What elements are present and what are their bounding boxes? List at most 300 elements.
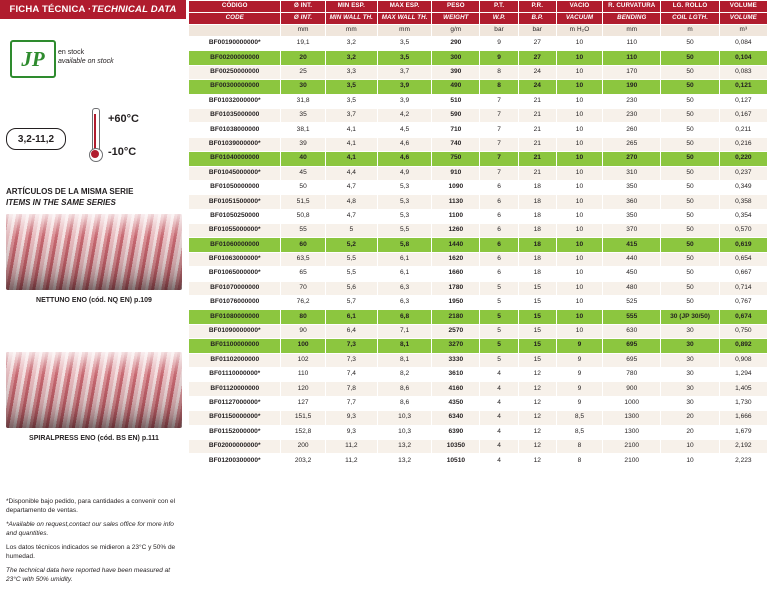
table-row[interactable] (189, 252, 768, 266)
cell-value: 152,8 (281, 425, 325, 439)
col-header-es-4: PESO (432, 1, 480, 13)
cell-value: 30 (JP 30/50) (661, 310, 719, 324)
cell-value: 18 (518, 224, 556, 238)
cell-value: 780 (603, 367, 661, 381)
cell-value: 4 (480, 454, 518, 468)
cell-value: 390 (432, 65, 480, 79)
cell-value: 3,9 (377, 80, 431, 94)
cell-value: 27 (518, 51, 556, 65)
table-row[interactable] (189, 439, 768, 453)
cell-value: 8,5 (556, 411, 602, 425)
table-body (189, 37, 768, 469)
cell-value: 6 (480, 224, 518, 238)
cell-value: 0,354 (719, 209, 767, 223)
cell-value: 230 (603, 108, 661, 122)
cell-value: 6 (480, 195, 518, 209)
cell-value: 10 (556, 209, 602, 223)
table-row[interactable] (189, 367, 768, 381)
cell-code: BF01051500000* (189, 195, 281, 209)
cell-value: 4350 (432, 396, 480, 410)
col-header-en-10: VOLUME (719, 13, 767, 25)
table-row[interactable] (189, 267, 768, 281)
footnote-measurement-es: Los datos técnicos indicados se midieron a 23°C y 50% de humedad. (6, 543, 176, 560)
table-header (189, 1, 768, 37)
cell-value: 15 (518, 281, 556, 295)
cell-value: 12 (518, 411, 556, 425)
cell-value: 10 (556, 238, 602, 252)
cell-code: BF01102000000 (189, 353, 281, 367)
cell-value: 7,3 (325, 353, 377, 367)
cell-value: 8,6 (377, 382, 431, 396)
cell-value: 50 (661, 267, 719, 281)
col-header-es-6: P.R. (518, 1, 556, 13)
col-header-es-10: VOLUME (719, 1, 767, 13)
table-row[interactable] (189, 353, 768, 367)
cell-value: 555 (603, 310, 661, 324)
cell-value: 18 (518, 209, 556, 223)
col-units-10: m³ (719, 25, 767, 37)
cell-value: 50 (281, 180, 325, 194)
col-header-es-9: LG. ROLLO (661, 1, 719, 13)
cell-value: 65 (281, 267, 325, 281)
technical-data-title-bar (0, 0, 186, 19)
col-header-en-9: COIL LGTH. (661, 13, 719, 25)
cell-value: 4,9 (377, 166, 431, 180)
cell-value: 10 (556, 296, 602, 310)
cell-value: 20 (281, 51, 325, 65)
cell-code: BF01045000000* (189, 166, 281, 180)
cell-value: 50 (661, 195, 719, 209)
cell-value: 310 (603, 166, 661, 180)
cell-value: 10 (556, 108, 602, 122)
cell-value: 3270 (432, 339, 480, 353)
cell-value: 3,5 (377, 37, 431, 51)
cell-value: 4,7 (325, 180, 377, 194)
cell-value: 0,358 (719, 195, 767, 209)
cell-value: 30 (661, 339, 719, 353)
cell-value: 7 (480, 152, 518, 166)
table-row[interactable] (189, 310, 768, 324)
cell-value: 3,2 (325, 51, 377, 65)
cell-value: 0,750 (719, 324, 767, 338)
col-header-en-5: W.P. (480, 13, 518, 25)
cell-value: 5,7 (325, 296, 377, 310)
cell-value: 18 (518, 180, 556, 194)
cell-value: 18 (518, 267, 556, 281)
cell-value: 12 (518, 396, 556, 410)
cell-value: 11,2 (325, 439, 377, 453)
cell-code: BF00300000000 (189, 80, 281, 94)
table-row[interactable] (189, 425, 768, 439)
table-row[interactable] (189, 324, 768, 338)
cell-value: 4 (480, 367, 518, 381)
jp-logo-text: JP (21, 46, 45, 71)
cell-value: 25 (281, 65, 325, 79)
cell-value: 695 (603, 339, 661, 353)
cell-value: 0,674 (719, 310, 767, 324)
cell-value: 5,3 (377, 195, 431, 209)
cell-value: 5 (480, 339, 518, 353)
cell-value: 0,667 (719, 267, 767, 281)
table-row[interactable] (189, 37, 768, 51)
cell-value: 0,083 (719, 65, 767, 79)
table-header-row-en (189, 13, 768, 25)
cell-value: 15 (518, 296, 556, 310)
cell-value: 5,2 (325, 238, 377, 252)
cell-value: 8,2 (377, 367, 431, 381)
cell-value: 6,3 (377, 281, 431, 295)
cell-code: BF01070000000 (189, 281, 281, 295)
cell-value: 40 (281, 152, 325, 166)
cell-value: 10 (556, 65, 602, 79)
cell-value: 265 (603, 137, 661, 151)
cell-value: 0,211 (719, 123, 767, 137)
cell-value: 630 (603, 324, 661, 338)
cell-value: 7,4 (325, 367, 377, 381)
cell-value: 200 (281, 439, 325, 453)
cell-value: 6 (480, 238, 518, 252)
col-units-0 (189, 25, 281, 37)
col-units-7: m H₂O (556, 25, 602, 37)
series-heading (6, 186, 184, 208)
cell-value: 9,3 (325, 411, 377, 425)
cell-value: 4 (480, 396, 518, 410)
cell-value: 9 (556, 339, 602, 353)
col-units-3: mm (377, 25, 431, 37)
col-header-es-7: VACIO (556, 1, 602, 13)
cell-value: 4,2 (377, 108, 431, 122)
cell-code: BF01152000000* (189, 425, 281, 439)
table-row[interactable] (189, 411, 768, 425)
footnote-availability-en: *Available on request,contact our sales office for more info and quantities. (6, 520, 174, 537)
cell-value: 6,8 (377, 310, 431, 324)
cell-value: 10 (556, 252, 602, 266)
cell-value: 1440 (432, 238, 480, 252)
cell-value: 0,104 (719, 51, 767, 65)
cell-value: 3,7 (325, 108, 377, 122)
cell-value: 10 (556, 123, 602, 137)
cell-value: 31,8 (281, 94, 325, 108)
table-row[interactable] (189, 166, 768, 180)
cell-value: 203,2 (281, 454, 325, 468)
cell-value: 270 (603, 152, 661, 166)
cell-value: 480 (603, 281, 661, 295)
cell-value: 350 (603, 180, 661, 194)
cell-value: 50 (661, 296, 719, 310)
cell-value: 8,5 (556, 425, 602, 439)
cell-value: 415 (603, 238, 661, 252)
cell-value: 7,1 (377, 324, 431, 338)
cell-value: 5 (480, 310, 518, 324)
cell-value: 3,2 (325, 37, 377, 51)
cell-value: 50 (661, 80, 719, 94)
cell-value: 4,8 (325, 195, 377, 209)
cell-value: 21 (518, 94, 556, 108)
cell-value: 10,3 (377, 411, 431, 425)
cell-value: 18 (518, 195, 556, 209)
cell-value: 19,1 (281, 37, 325, 51)
cell-code: BF01040000000 (189, 152, 281, 166)
cell-value: 910 (432, 166, 480, 180)
cell-code: BF01065000000* (189, 267, 281, 281)
cell-code: BF01060000000 (189, 238, 281, 252)
cell-code: BF01150000000* (189, 411, 281, 425)
table-row[interactable] (189, 195, 768, 209)
footnote-measurement-en: The technical data here reported have been measured at 23°C with 50% umidity. (6, 566, 171, 583)
cell-value: 8,1 (377, 353, 431, 367)
cell-value: 1660 (432, 267, 480, 281)
table-row[interactable] (189, 224, 768, 238)
hose-caption-nettuno: NETTUNO ENO (cód. NQ EN) p.109 (36, 297, 152, 304)
specifications-table (188, 0, 768, 469)
cell-code: BF01076000000 (189, 296, 281, 310)
cell-value: 1130 (432, 195, 480, 209)
cell-value: 5,5 (325, 252, 377, 266)
cell-value: 7 (480, 137, 518, 151)
cell-value: 9 (556, 382, 602, 396)
cell-value: 6,1 (325, 310, 377, 324)
cell-value: 1,679 (719, 425, 767, 439)
cell-value: 0,714 (719, 281, 767, 295)
cell-value: 18 (518, 252, 556, 266)
cell-value: 6390 (432, 425, 480, 439)
cell-value: 0,654 (719, 252, 767, 266)
cell-value: 1300 (603, 411, 661, 425)
thickness-range-badge (6, 128, 66, 150)
cell-value: 695 (603, 353, 661, 367)
cell-value: 1300 (603, 425, 661, 439)
stock-label-en: available on stock (58, 58, 114, 66)
cell-value: 6,4 (325, 324, 377, 338)
cell-value: 10 (556, 195, 602, 209)
col-units-9: m (661, 25, 719, 37)
cell-value: 21 (518, 123, 556, 137)
cell-value: 4,6 (377, 137, 431, 151)
table-row[interactable] (189, 396, 768, 410)
cell-value: 350 (603, 209, 661, 223)
cell-value: 1950 (432, 296, 480, 310)
table-row[interactable] (189, 108, 768, 122)
cell-value: 5,3 (377, 209, 431, 223)
cell-code: BF01063000000* (189, 252, 281, 266)
table-header-row-es (189, 1, 768, 13)
cell-value: 0,127 (719, 94, 767, 108)
hose-photo-spiralpress (6, 352, 182, 428)
cell-value: 9 (480, 37, 518, 51)
cell-value: 4,1 (325, 123, 377, 137)
col-header-en-4: WEIGHT (432, 13, 480, 25)
cell-value: 0,619 (719, 238, 767, 252)
cell-value: 2180 (432, 310, 480, 324)
cell-value: 1090 (432, 180, 480, 194)
cell-value: 5 (325, 224, 377, 238)
cell-value: 30 (661, 396, 719, 410)
cell-code: BF01050000000 (189, 180, 281, 194)
table-row[interactable] (189, 51, 768, 65)
col-units-5: bar (480, 25, 518, 37)
cell-value: 50 (661, 37, 719, 51)
cell-code: BF00190000000* (189, 37, 281, 51)
cell-value: 710 (432, 123, 480, 137)
cell-value: 10 (556, 310, 602, 324)
cell-value: 0,908 (719, 353, 767, 367)
cell-value: 8 (480, 65, 518, 79)
cell-value: 9,3 (325, 425, 377, 439)
series-heading-es: ARTÍCULOS DE LA MISMA SERIE (6, 187, 134, 196)
cell-value: 10 (556, 281, 602, 295)
cell-value: 0,892 (719, 339, 767, 353)
footnotes (6, 498, 182, 590)
cell-value: 50 (661, 94, 719, 108)
table-row[interactable] (189, 238, 768, 252)
cell-value: 39 (281, 137, 325, 151)
cell-value: 30 (661, 382, 719, 396)
col-header-es-3: MAX ESP. (377, 1, 431, 13)
cell-value: 8 (556, 454, 602, 468)
footnote-availability-es: *Disponible bajo pedido, para cantidades a convenir con el departamento de ventas. (6, 498, 176, 514)
cell-value: 10510 (432, 454, 480, 468)
cell-value: 13,2 (377, 439, 431, 453)
cell-value: 10 (556, 224, 602, 238)
cell-value: 4,7 (325, 209, 377, 223)
cell-code: BF01039000000* (189, 137, 281, 151)
table-row[interactable] (189, 137, 768, 151)
cell-value: 525 (603, 296, 661, 310)
cell-value: 50 (661, 166, 719, 180)
table-row[interactable] (189, 123, 768, 137)
cell-value: 5 (480, 353, 518, 367)
table-row[interactable] (189, 281, 768, 295)
cell-code: BF01090000000* (189, 324, 281, 338)
cell-value: 4 (480, 439, 518, 453)
cell-value: 900 (603, 382, 661, 396)
cell-value: 2,223 (719, 454, 767, 468)
cell-value: 590 (432, 108, 480, 122)
cell-value: 5,5 (377, 224, 431, 238)
cell-value: 76,2 (281, 296, 325, 310)
cell-value: 50 (661, 152, 719, 166)
col-header-en-3: MAX WALL TH. (377, 13, 431, 25)
cell-value: 70 (281, 281, 325, 295)
cell-value: 6,1 (377, 267, 431, 281)
cell-value: 24 (518, 80, 556, 94)
cell-value: 45 (281, 166, 325, 180)
cell-value: 151,5 (281, 411, 325, 425)
cell-value: 50 (661, 137, 719, 151)
cell-value: 6 (480, 252, 518, 266)
cell-value: 4,4 (325, 166, 377, 180)
col-header-es-8: R. CURVATURA (603, 1, 661, 13)
cell-value: 4160 (432, 382, 480, 396)
stock-label-es: en stock (58, 49, 85, 56)
table-row[interactable] (189, 80, 768, 94)
cell-code: BF01035000000 (189, 108, 281, 122)
col-header-en-8: BENDING (603, 13, 661, 25)
col-header-en-7: VACUUM (556, 13, 602, 25)
temperature-min: -10°C (108, 146, 137, 158)
cell-value: 10 (556, 267, 602, 281)
cell-value: 10 (556, 51, 602, 65)
title-spanish: FICHA TÉCNICA · (9, 4, 92, 15)
cell-value: 4,6 (377, 152, 431, 166)
cell-value: 10350 (432, 439, 480, 453)
cell-value: 7 (480, 123, 518, 137)
cell-value: 50 (661, 252, 719, 266)
cell-value: 102 (281, 353, 325, 367)
cell-value: 1,666 (719, 411, 767, 425)
cell-value: 8,6 (377, 396, 431, 410)
cell-value: 5,8 (377, 238, 431, 252)
table-row[interactable] (189, 65, 768, 79)
cell-value: 15 (518, 339, 556, 353)
cell-value: 0,220 (719, 152, 767, 166)
cell-value: 3,5 (325, 94, 377, 108)
table-row[interactable] (189, 94, 768, 108)
cell-value: 50 (661, 238, 719, 252)
cell-value: 3,9 (377, 94, 431, 108)
hose-caption-spiralpress: SPIRALPRESS ENO (cód. BS EN) p.111 (29, 435, 159, 442)
table-row[interactable] (189, 296, 768, 310)
cell-value: 3330 (432, 353, 480, 367)
table-row[interactable] (189, 454, 768, 468)
cell-value: 100 (281, 339, 325, 353)
cell-value: 13,2 (377, 454, 431, 468)
cell-value: 3,5 (325, 80, 377, 94)
cell-value: 6,3 (377, 296, 431, 310)
cell-value: 3,3 (325, 65, 377, 79)
cell-value: 7 (480, 94, 518, 108)
cell-value: 370 (603, 224, 661, 238)
cell-value: 5,5 (325, 267, 377, 281)
cell-value: 110 (603, 51, 661, 65)
cell-code: BF01038000000 (189, 123, 281, 137)
col-units-4: g/m (432, 25, 480, 37)
table-row[interactable] (189, 382, 768, 396)
cell-value: 8 (556, 439, 602, 453)
jp-logo (10, 40, 56, 78)
table-row[interactable] (189, 152, 768, 166)
cell-value: 30 (281, 80, 325, 94)
col-header-es-1: Ø INT. (281, 1, 325, 13)
cell-value: 740 (432, 137, 480, 151)
table-row[interactable] (189, 339, 768, 353)
cell-value: 0,237 (719, 166, 767, 180)
cell-value: 0,570 (719, 224, 767, 238)
cell-value: 2100 (603, 454, 661, 468)
cell-value: 110 (281, 367, 325, 381)
cell-value: 50 (661, 209, 719, 223)
cell-code: BF02000000000* (189, 439, 281, 453)
cell-value: 80 (281, 310, 325, 324)
cell-value: 60 (281, 238, 325, 252)
cell-value: 10 (556, 324, 602, 338)
cell-value: 230 (603, 94, 661, 108)
cell-value: 27 (518, 37, 556, 51)
cell-value: 10 (661, 454, 719, 468)
cell-value: 10 (556, 152, 602, 166)
cell-value: 1260 (432, 224, 480, 238)
cell-value: 4 (480, 411, 518, 425)
cell-value: 21 (518, 152, 556, 166)
cell-value: 1620 (432, 252, 480, 266)
cell-value: 1100 (432, 209, 480, 223)
cell-code: BF01050250000 (189, 209, 281, 223)
table-row[interactable] (189, 209, 768, 223)
left-panel (0, 0, 186, 587)
cell-code: BF01080000000 (189, 310, 281, 324)
cell-value: 12 (518, 367, 556, 381)
table-row[interactable] (189, 180, 768, 194)
